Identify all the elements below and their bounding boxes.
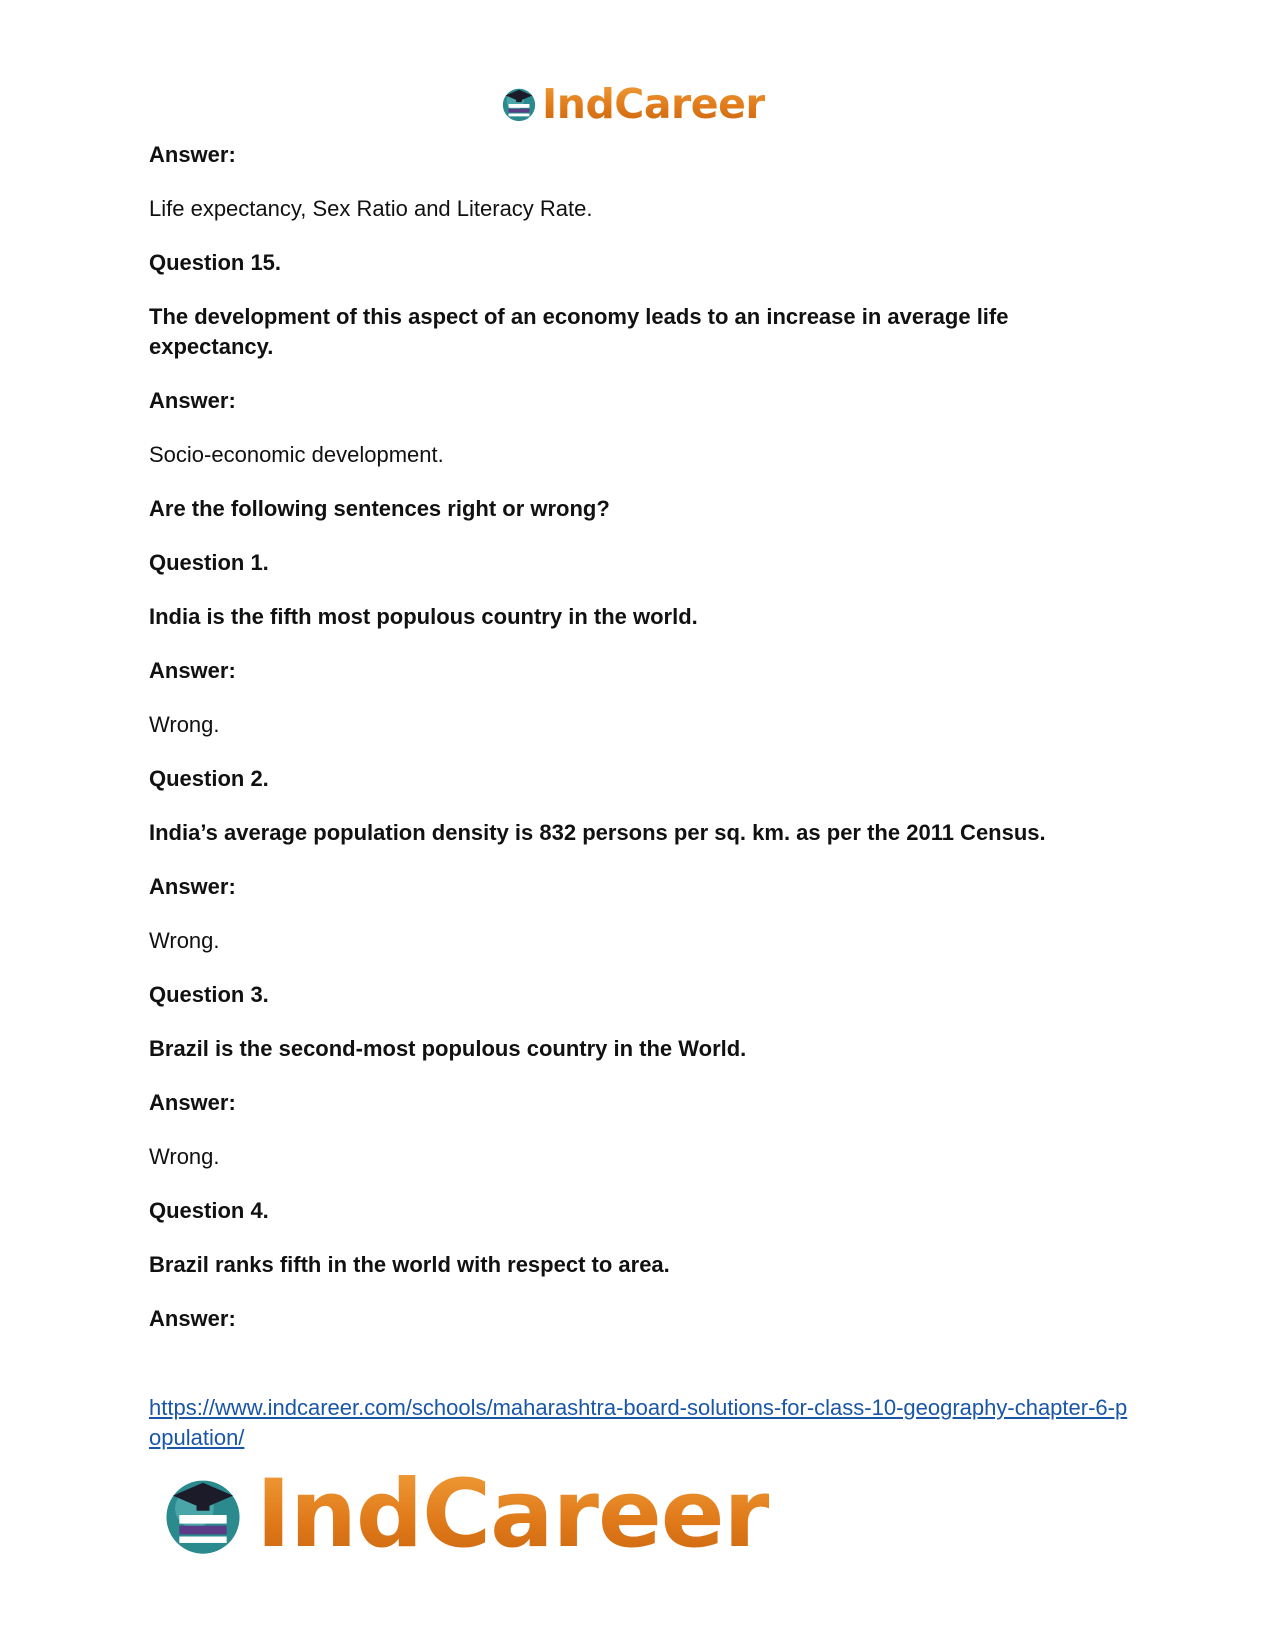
bold-paragraph: Question 15. [149,250,282,275]
logo-text: IndCareer [542,80,766,128]
bold-paragraph: Question 4. [149,1198,269,1223]
bold-paragraph: Question 3. [149,982,269,1007]
header-logo [500,80,765,128]
globe-books-logo-icon [500,85,538,123]
bold-paragraph: Answer: [149,658,236,683]
bold-paragraph: Answer: [149,1306,236,1331]
bold-paragraph: Answer: [149,1090,236,1115]
bold-paragraph: Answer: [149,874,236,899]
bold-paragraph: Answer: [149,388,236,413]
bold-paragraph: Brazil ranks fifth in the world with respect to area. [149,1252,670,1277]
paragraph: Life expectancy, Sex Ratio and Literacy Rate. [149,196,593,221]
bold-paragraph: The development of this aspect of an economy leads to an increase in average life expectancy. [149,304,1009,359]
bold-paragraph: Question 1. [149,550,269,575]
bold-paragraph: Question 2. [149,766,269,791]
footer-logo [160,1460,769,1569]
source-url-link[interactable]: https://www.indcareer.com/schools/maharashtra-board-solutions-for-class-10-geography-chapter-6-population/ [149,1395,1128,1450]
globe-books-logo-icon [160,1472,246,1558]
paragraph: Wrong. [149,928,220,953]
bold-paragraph: Brazil is the second-most populous country in the World. [149,1036,747,1061]
logo-text: IndCareer [256,1460,769,1569]
bold-paragraph: India is the fifth most populous country in the world. [149,604,698,629]
paragraph: Socio-economic development. [149,442,444,467]
document-body [149,140,1129,1334]
paragraph: Wrong. [149,1144,220,1169]
bold-paragraph: India’s average population density is 832 persons per sq. km. as per the 2011 Census. [149,820,1046,845]
bold-paragraph: Are the following sentences right or wrong? [149,496,610,521]
bold-paragraph: Answer: [149,142,236,167]
paragraph: Wrong. [149,712,220,737]
